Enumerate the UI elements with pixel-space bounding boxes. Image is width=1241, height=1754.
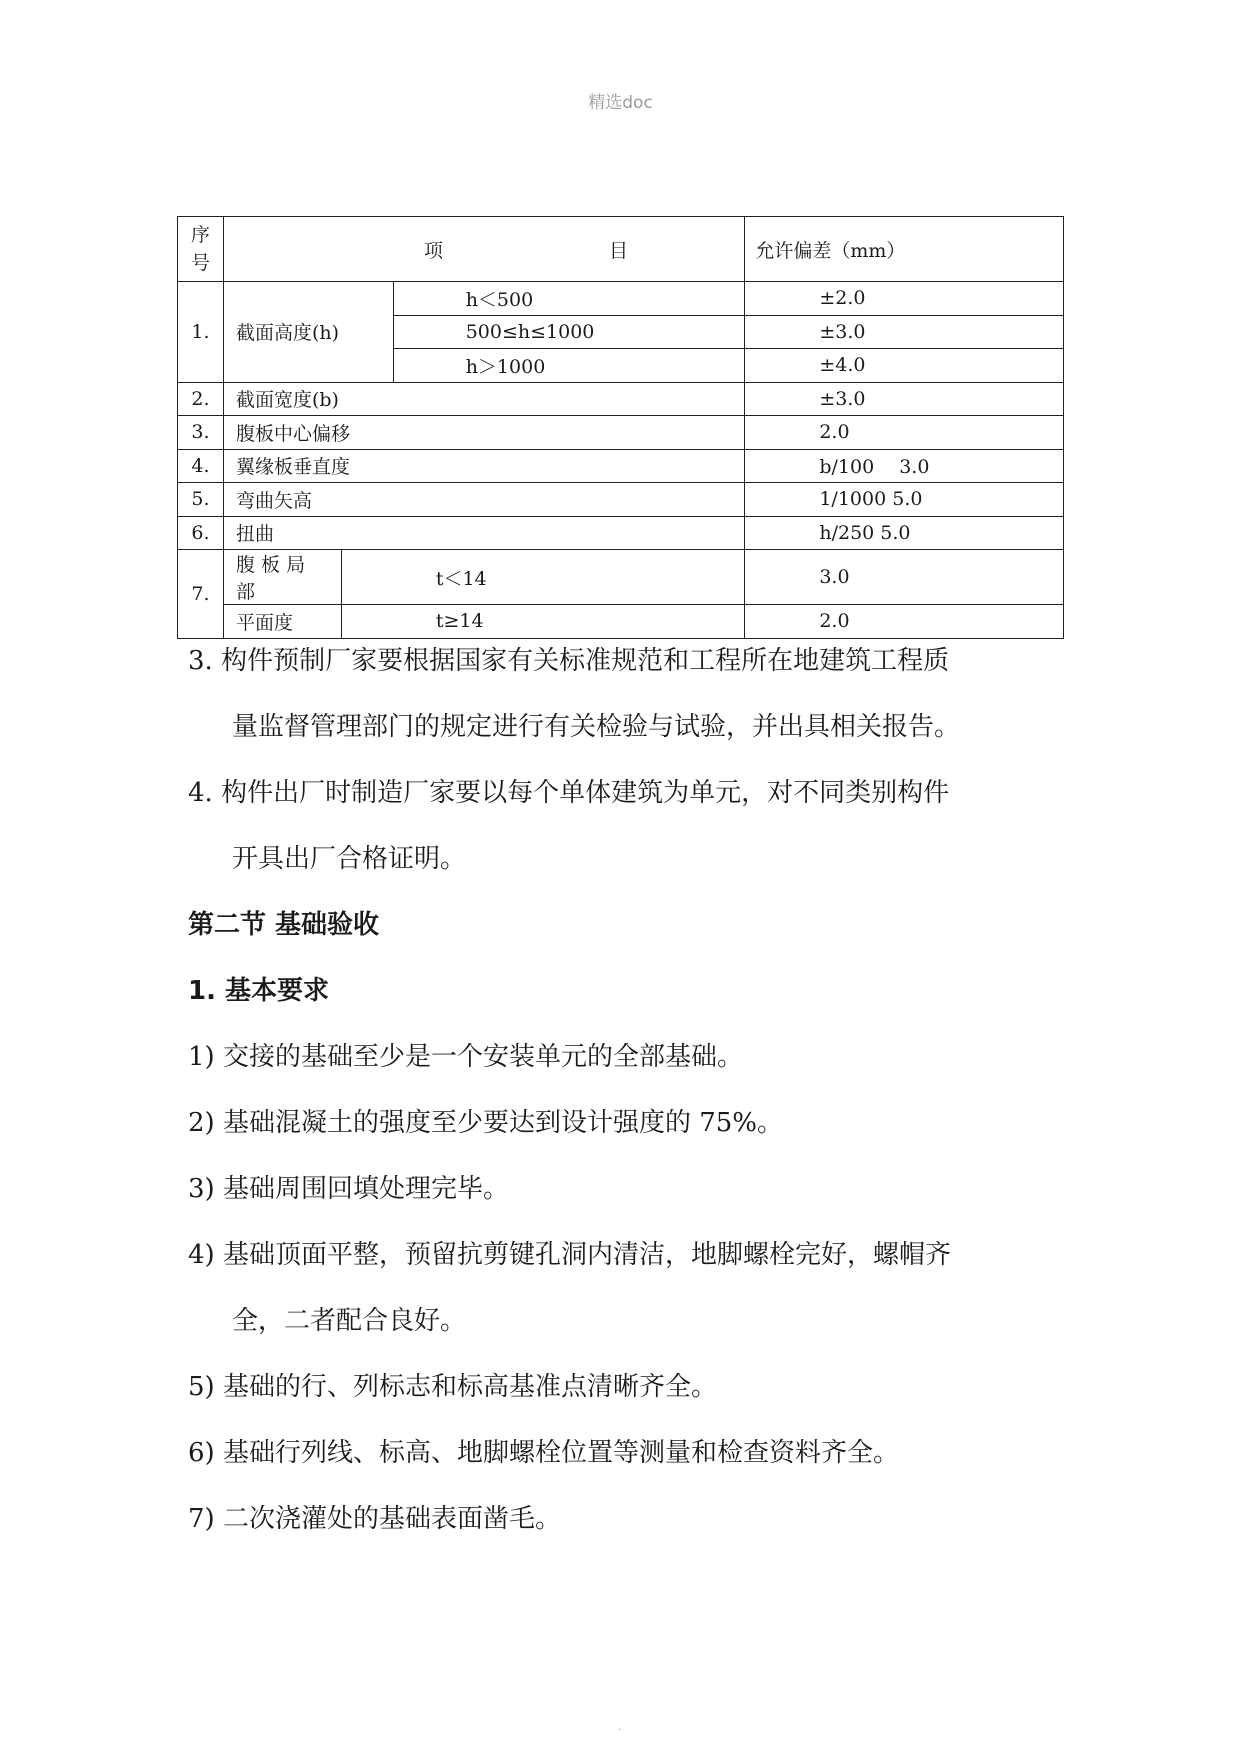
footer-mark: . xyxy=(618,1722,622,1733)
list-item: 6) 基础行列线、标高、地脚螺栓位置等测量和检查资料齐全。 xyxy=(188,1438,899,1468)
row-item: 弯曲矢高 xyxy=(223,483,744,517)
header-tolerance: 允许偏差（mm） xyxy=(745,217,1064,282)
row-item: 扭曲 xyxy=(223,516,744,550)
row-subitem: h＞1000 xyxy=(393,349,745,383)
list-item: 5) 基础的行、列标志和标高基准点清晰齐全。 xyxy=(188,1372,717,1402)
paragraph-3-line-1: 3. 构件预制厂家要根据国家有关标准规范和工程所在地建筑工程质 xyxy=(188,646,950,676)
row-tolerance: h/250 5.0 xyxy=(745,516,1064,550)
row-seq: 1. xyxy=(178,282,224,383)
row-item-line2: 平面度 xyxy=(223,605,341,639)
row-tolerance: 2.0 xyxy=(745,605,1064,639)
row-tolerance: b/100 3.0 xyxy=(745,449,1064,483)
row-tolerance: ±3.0 xyxy=(745,382,1064,416)
row-tolerance: 1/1000 5.0 xyxy=(745,483,1064,517)
section-title: 第二节 基础验收 xyxy=(188,910,380,940)
row-seq: 6. xyxy=(178,516,224,550)
body-text xyxy=(188,0,1068,1754)
header-item-char2: 目 xyxy=(609,239,629,262)
paragraph-3-line-2: 量监督管理部门的规定进行有关检验与试验，并出具相关报告。 xyxy=(232,712,961,742)
row-tolerance: ±2.0 xyxy=(745,282,1064,316)
row-item: 腹板中心偏移 xyxy=(223,416,744,450)
row-item-line1: 腹 板 局 部 xyxy=(223,550,341,605)
row-tolerance: ±4.0 xyxy=(745,349,1064,383)
row-tolerance: 2.0 xyxy=(745,416,1064,450)
list-item-continuation: 全，二者配合良好。 xyxy=(232,1306,467,1336)
list-item: 2) 基础混凝土的强度至少要达到设计强度的 75%。 xyxy=(188,1108,784,1138)
row-subitem: t≥14 xyxy=(341,605,745,639)
row-seq: 5. xyxy=(178,483,224,517)
list-item: 1) 交接的基础至少是一个安装单元的全部基础。 xyxy=(188,1042,743,1072)
paragraph-4-line-2: 开具出厂合格证明。 xyxy=(232,844,467,874)
row-subitem: h＜500 xyxy=(393,282,745,316)
row-seq: 7. xyxy=(178,550,224,639)
header-seq: 序 号 xyxy=(178,217,224,282)
row-seq: 2. xyxy=(178,382,224,416)
list-item: 3) 基础周围回填处理完毕。 xyxy=(188,1174,509,1204)
row-subitem: 500≤h≤1000 xyxy=(393,315,745,349)
row-item: 截面高度(h) xyxy=(223,282,393,383)
list-item: 4) 基础顶面平整，预留抗剪键孔洞内清洁，地脚螺栓完好，螺帽齐 xyxy=(188,1240,951,1270)
row-item: 截面宽度(b) xyxy=(223,382,744,416)
row-item: 翼缘板垂直度 xyxy=(223,449,744,483)
row-seq: 4. xyxy=(178,449,224,483)
paragraph-4-line-1: 4. 构件出厂时制造厂家要以每个单体建筑为单元，对不同类别构件 xyxy=(188,778,950,808)
sub-title: 1. 基本要求 xyxy=(188,976,330,1006)
row-tolerance: 3.0 xyxy=(745,550,1064,605)
list-item: 7) 二次浇灌处的基础表面凿毛。 xyxy=(188,1504,561,1534)
page-header-watermark: 精选doc xyxy=(588,93,653,113)
row-tolerance: ±3.0 xyxy=(745,315,1064,349)
row-subitem: t＜14 xyxy=(341,550,745,605)
row-seq: 3. xyxy=(178,416,224,450)
header-item-char1: 项 xyxy=(423,239,443,262)
